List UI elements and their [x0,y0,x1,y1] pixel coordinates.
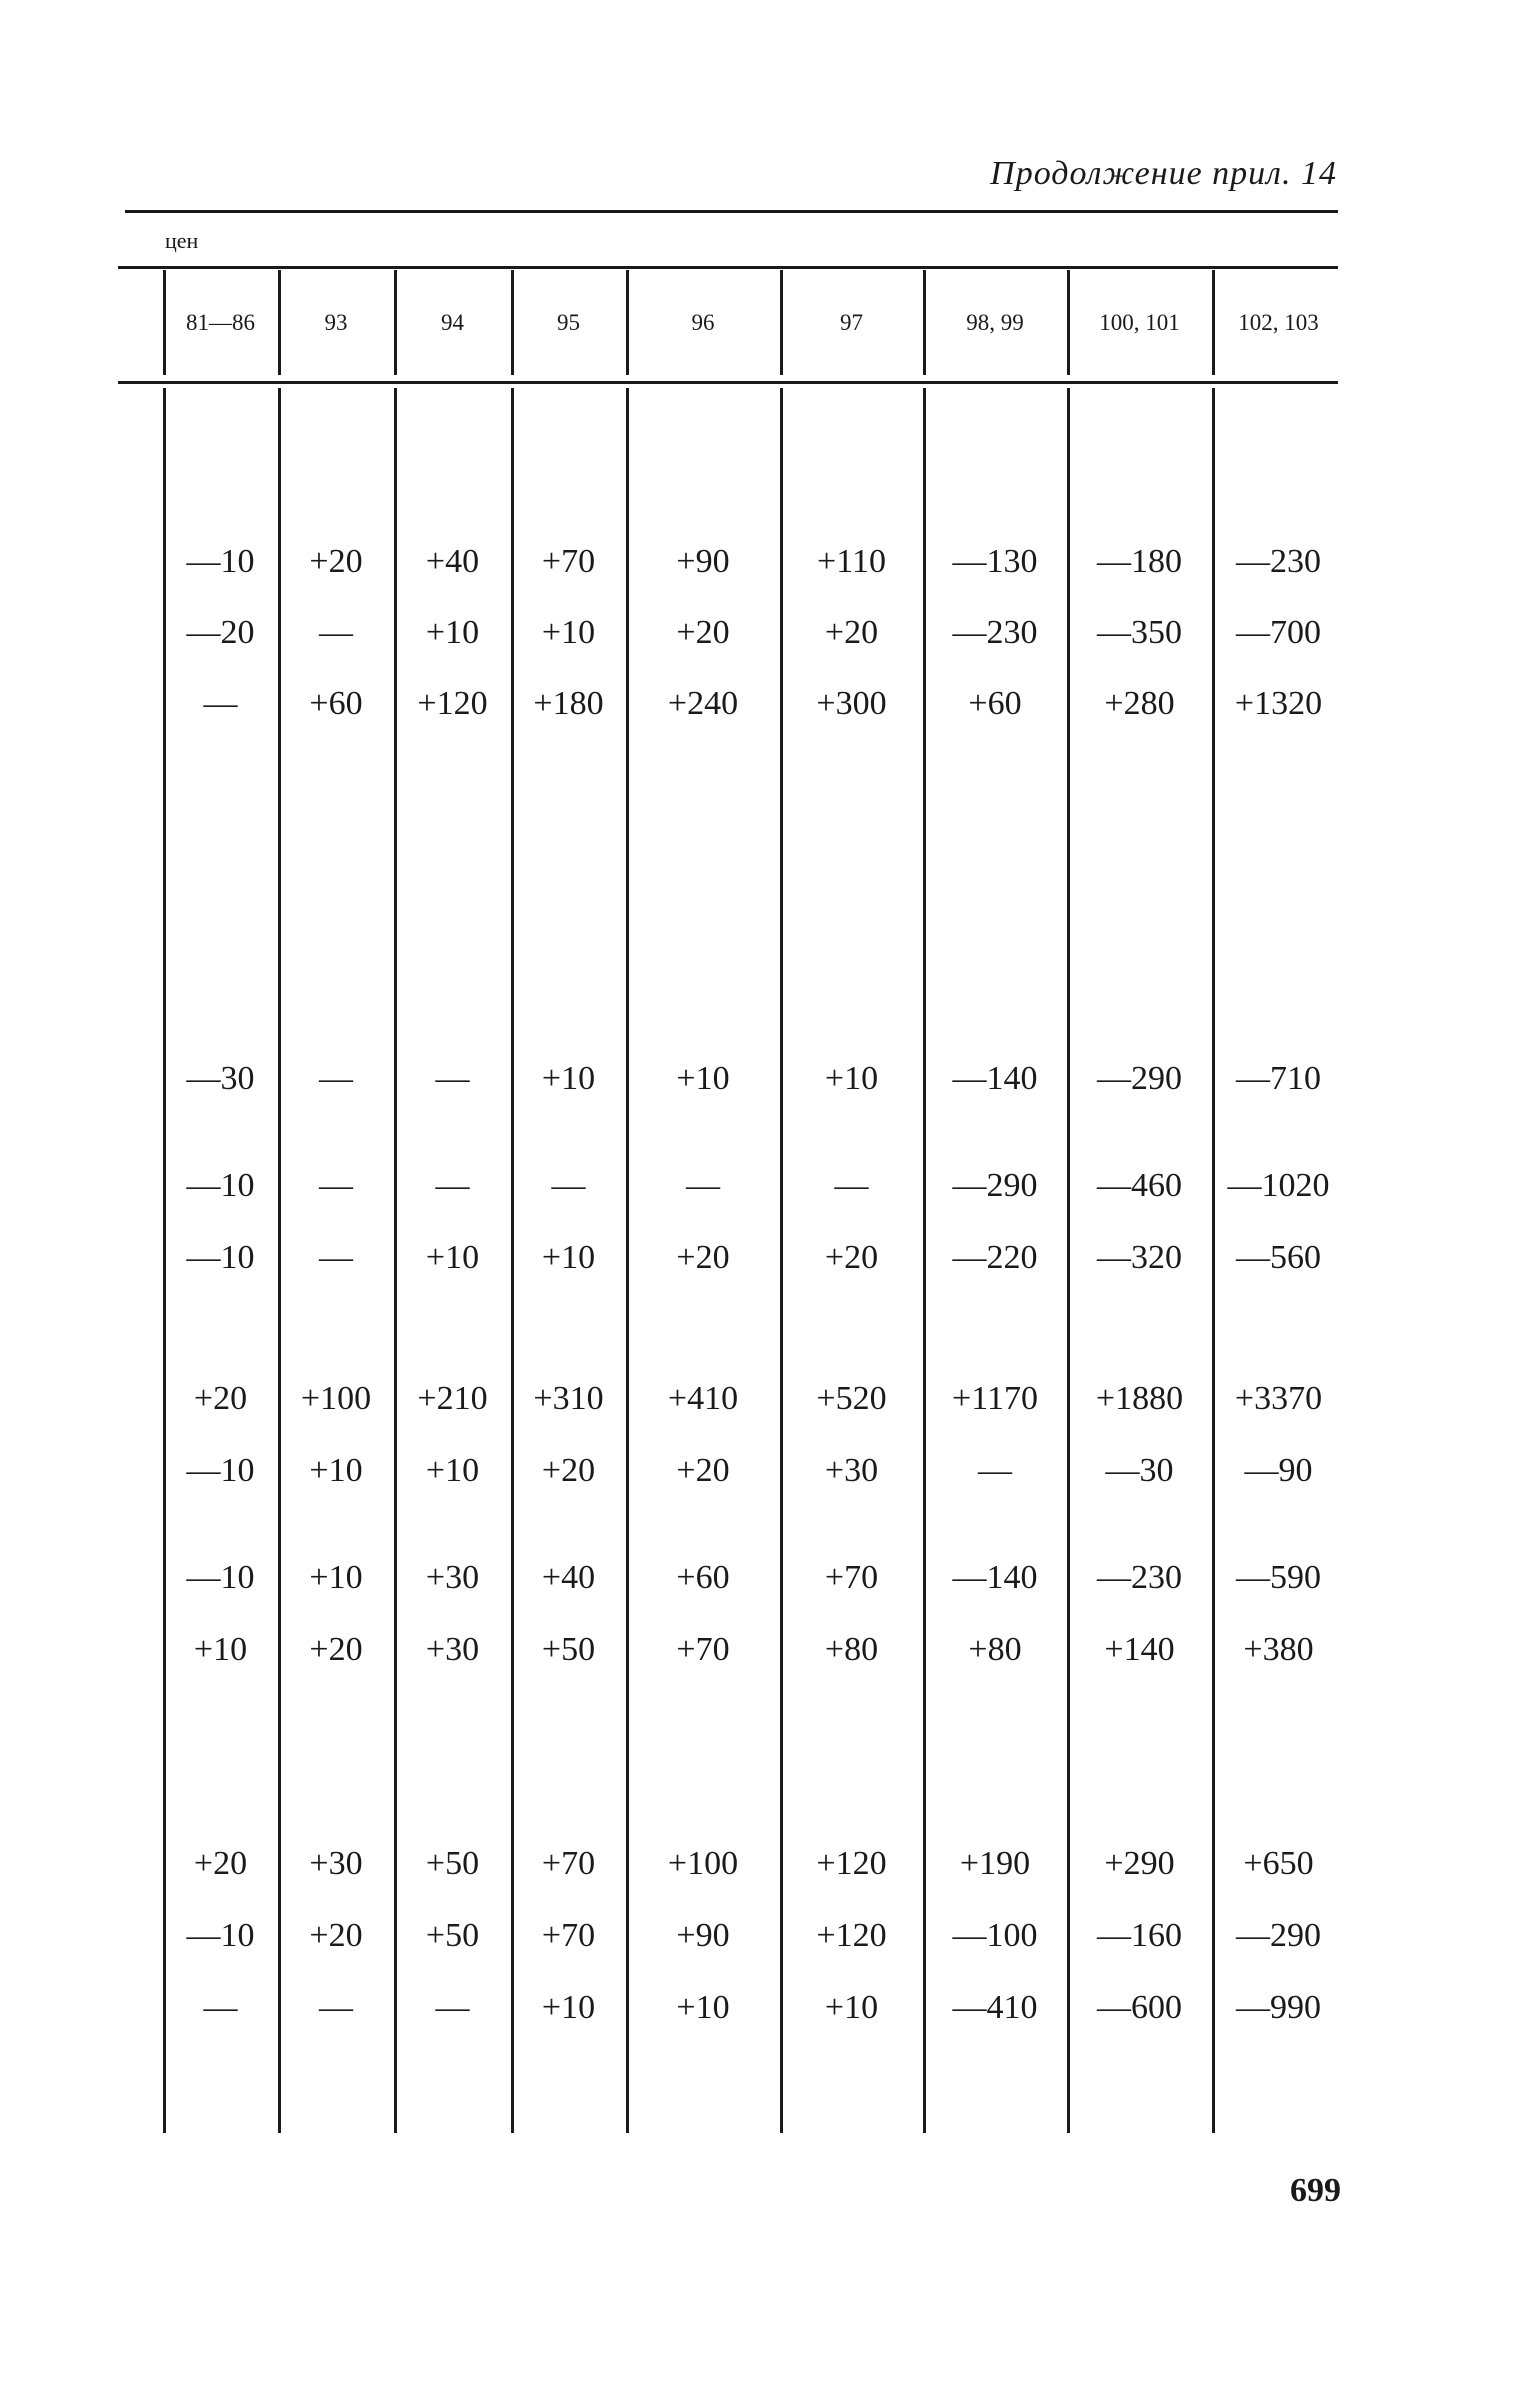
table-cell: —600 [1097,1989,1182,2026]
table-cell: +20 [193,1845,248,1882]
table-cell: — [203,1989,238,2026]
table-cell: +300 [816,685,887,722]
header-rule [118,266,1338,269]
table-cell: +40 [425,543,480,580]
table-cell: —100 [952,1917,1038,1954]
table-row [0,1233,1527,1283]
table-cell: —10 [186,1167,255,1204]
group-label: цен [165,228,199,253]
table-cell: — [686,1167,720,1204]
table-cell: +120 [816,1845,887,1882]
table-cell: —230 [1236,543,1321,580]
table-cell: — [834,1167,869,1204]
table-cell: +190 [959,1845,1031,1882]
table-cell: +70 [541,1917,596,1954]
table-cell: +1320 [1234,685,1323,722]
column-header: 95 [557,310,580,335]
table-cell: +10 [541,1060,596,1097]
table-cell: +10 [309,1559,363,1596]
table-cell: +20 [676,1239,730,1276]
table-cell: +30 [425,1631,480,1668]
table-cell: +70 [541,543,596,580]
column-header: 96 [691,310,715,335]
table-cell: —460 [1097,1167,1182,1204]
table-cell: +20 [309,543,363,580]
table-cell: —130 [952,543,1038,580]
column-header: 98, 99 [966,310,1024,335]
table-cell: — [319,614,353,651]
table-row [0,1839,1527,1889]
table-cell: +20 [824,614,879,651]
table-cell: —90 [1244,1452,1313,1489]
table-row [0,679,1527,729]
table-cell: — [435,1989,470,2026]
table-cell: +20 [193,1380,248,1417]
table-cell: —560 [1236,1239,1321,1276]
table-cell: +100 [667,1845,739,1882]
table-cell: +70 [676,1631,730,1668]
table-row [0,1553,1527,1603]
table-cell: —180 [1097,543,1182,580]
column-header: 94 [441,310,464,335]
table-cell: +10 [425,614,480,651]
table-cell: —10 [186,543,255,580]
top-rule [125,210,1338,213]
table-cell: +520 [816,1380,887,1417]
table-cell: +10 [676,1989,730,2026]
table-cell: +30 [309,1845,363,1882]
column-header: 102, 103 [1238,310,1319,335]
column-header: 81—86 [186,310,255,335]
table-cell: +40 [541,1559,596,1596]
table-cell: +110 [817,543,886,580]
table-cell: +70 [541,1845,596,1882]
table-cell: —590 [1236,1559,1321,1596]
table-cell: —220 [952,1239,1038,1276]
caption: Продолжение прил. 14 [990,155,1337,192]
table-row [0,1374,1527,1424]
table-cell: +310 [533,1380,604,1417]
table-cell: +60 [309,685,363,722]
table-cell: +20 [676,1452,730,1489]
table-cell: —10 [186,1239,255,1276]
table-cell: +240 [667,685,739,722]
table-cell: —10 [186,1917,255,1954]
table-row [0,1446,1527,1496]
table-cell: +380 [1243,1631,1314,1668]
table-cell: +30 [425,1559,480,1596]
table-cell: +10 [541,1239,596,1276]
table-row [0,1054,1527,1104]
body-rule [118,381,1338,384]
table-row [0,1983,1527,2033]
table-cell: —410 [952,1989,1038,2026]
table-row [0,608,1527,658]
table-cell: +210 [417,1380,488,1417]
table-cell: —1020 [1227,1167,1330,1204]
table-cell: —320 [1097,1239,1182,1276]
table-cell: — [435,1167,470,1204]
page-number: 699 [1290,2172,1341,2209]
table-cell: +30 [824,1452,879,1489]
table-cell: +20 [824,1239,879,1276]
table-cell: +100 [300,1380,372,1417]
table-cell: —700 [1236,614,1321,651]
table-cell: —350 [1097,614,1182,651]
table-cell: —20 [186,614,255,651]
table-cell: +10 [193,1631,248,1668]
table-cell: —160 [1097,1917,1182,1954]
table-cell: +120 [816,1917,887,1954]
table-cell: +10 [824,1989,879,2026]
table-cell: +10 [676,1060,730,1097]
table-cell: +80 [968,1631,1022,1668]
table-cell: — [319,1167,353,1204]
table-cell: +50 [541,1631,596,1668]
table-cell: +90 [676,1917,730,1954]
table-cell: —290 [1097,1060,1182,1097]
table-cell: +20 [309,1631,363,1668]
table-cell: +10 [824,1060,879,1097]
table-cell: +50 [425,1917,480,1954]
table-cell: +90 [676,543,730,580]
table-cell: —10 [186,1452,255,1489]
table-cell: +3370 [1234,1380,1323,1417]
table-cell: —10 [186,1559,255,1596]
table-cell: +20 [309,1917,363,1954]
table-cell: — [551,1167,586,1204]
table-cell: +60 [676,1559,730,1596]
table-cell: +50 [425,1845,480,1882]
table-cell: —290 [1236,1917,1321,1954]
table-cell: — [319,1989,353,2026]
table-cell: +180 [533,685,604,722]
table-row [0,1625,1527,1675]
table-cell: +60 [968,685,1022,722]
table-cell: —230 [1097,1559,1182,1596]
table-cell: +1170 [952,1380,1038,1417]
table-cell: +10 [309,1452,363,1489]
table-cell: — [203,685,238,722]
table-cell: — [435,1060,470,1097]
table-cell: +1880 [1095,1380,1184,1417]
table-cell: — [978,1452,1012,1489]
table-cell: —30 [1105,1452,1174,1489]
table-cell: — [319,1239,353,1276]
table-cell: —710 [1236,1060,1321,1097]
table-cell: +120 [417,685,488,722]
table-cell: +280 [1104,685,1175,722]
table-cell: +20 [676,614,730,651]
table-cell: +140 [1104,1631,1175,1668]
table-cell: —30 [186,1060,255,1097]
table-cell: +10 [541,1989,596,2026]
table-cell: +20 [541,1452,596,1489]
table-cell: +10 [541,614,596,651]
table-row [0,1161,1527,1211]
table-cell: +70 [824,1559,879,1596]
table-cell: —290 [952,1167,1038,1204]
table-cell: +410 [667,1380,739,1417]
table-cell: —140 [952,1559,1038,1596]
table-cell: +80 [824,1631,879,1668]
table-cell: —140 [952,1060,1038,1097]
table-cell: —990 [1236,1989,1321,2026]
table-cell: +10 [425,1239,480,1276]
column-header: 100, 101 [1099,310,1180,335]
table-cell: +10 [425,1452,480,1489]
table-row [0,537,1527,587]
table-cell: +290 [1104,1845,1175,1882]
table-row [0,1911,1527,1961]
column-header: 97 [840,310,863,335]
table-cell: +650 [1243,1845,1314,1882]
table-cell: — [319,1060,353,1097]
table-cell: —230 [952,614,1038,651]
column-header: 93 [324,310,348,335]
